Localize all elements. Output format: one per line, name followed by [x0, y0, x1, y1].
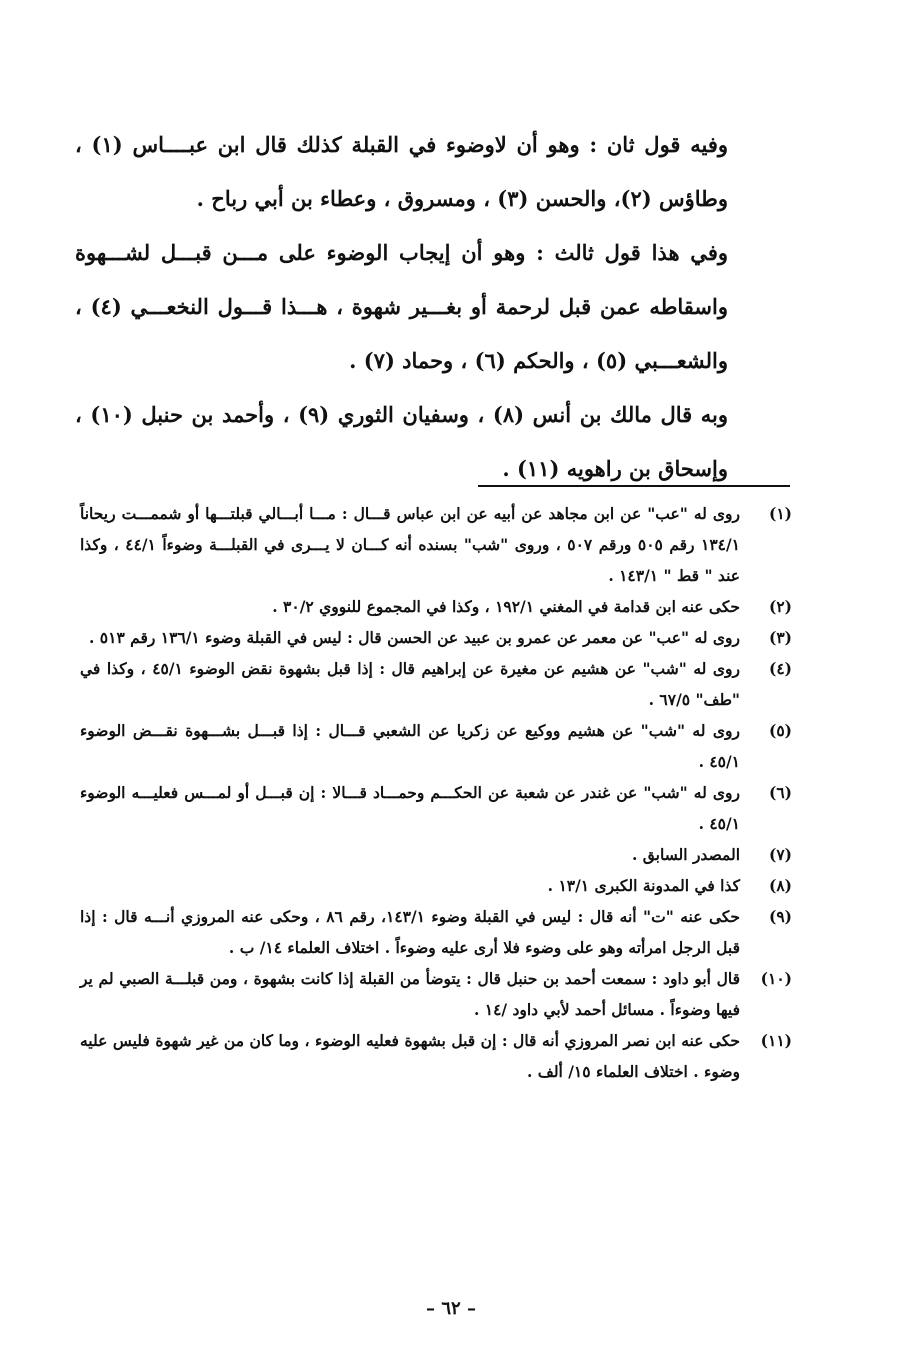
footnote: [80, 715, 792, 777]
footnote: [80, 591, 792, 622]
footnote-text: روى له "شب" عن هشيم عن مغيرة عن إبراهيم قال : إذا قبل بشهوة نقض الوضوء ٤٥/١ ، وكذا في "طف" ٦٧/٥ .: [80, 659, 740, 709]
footnote: [80, 870, 792, 901]
footnote-text: روى له "عب" عن ابن مجاهد عن أبيه عن ابن عباس قـــال : مـــا أبـــالي قبلتـــها أو شممـــت ريحاناً ١٣٤/١ رقم ٥٠٥ ورقم ٥٠٧ ، وروى "شب" بسنده أنه كـــان لا يـــرى في القبلـــة وضوءاً ٤٤/١ ، وكذا عند " قط " ١٤٣/١ .: [80, 504, 740, 585]
footnote-number: (٤): [768, 659, 792, 678]
footnote-text: روى له "شب" عن هشيم ووكيع عن زكريا عن الشعبي قـــال : إذا قبـــل بشـــهوة نقـــض الوضوء ٤٥/١ .: [80, 721, 740, 771]
footnote-number: (٨): [768, 876, 792, 895]
footnote: [80, 622, 792, 653]
page-number: – ٦٢ –: [426, 1298, 476, 1319]
footnote-text: قال أبو داود : سمعت أحمد بن حنبل قال : يتوضأ من القبلة إذا كانت بشهوة ، ومن قبلـــة الصبي لم ير فيها وضوءاً . مسائل أحمد لأبي داود /١٤ .: [80, 969, 740, 1019]
footnote: [80, 901, 792, 963]
footnote-number: (٥): [768, 721, 792, 740]
footnote: [80, 1025, 792, 1087]
footnote-text: حكى عنه ابن قدامة في المغني ١٩٢/١ ، وكذا في المجموع للنووي ٣٠/٢ .: [272, 597, 740, 616]
footnote: [80, 777, 792, 839]
footnote-separator: [478, 485, 790, 487]
footnote-number: (٧): [768, 845, 792, 864]
footnote-number: (١١): [760, 1031, 792, 1050]
footnote-text: كذا في المدونة الكبرى ١٣/١ .: [547, 876, 740, 895]
paragraph: وفيه قول ثان : وهو أن لاوضوء في القبلة كذلك قال ابن عبــــاس (١) ، وطاؤس (٢)، والحسن (٣) ، ومسروق ، وعطاء بن أبي رباح .: [75, 132, 729, 211]
footnotes: [80, 498, 792, 1087]
footnote-number: (٢): [768, 597, 792, 616]
main-text: [75, 118, 728, 496]
paragraph: وبه قال مالك بن أنس (٨) ، وسفيان الثوري (٩) ، وأحمد بن حنبل (١٠) ، وإسحاق بن راهويه (١١) .: [75, 402, 728, 481]
footnote-number: (١٠): [760, 969, 792, 988]
footnote-text: حكى عنه "ت" أنه قال : ليس في القبلة وضوء ١٤٣/١، رقم ٨٦ ، وحكى عنه المروزي أنـــه قال : إذا قبل الرجل امرأته وهو على وضوء فلا أرى عليه وضوءاً . اختلاف العلماء ١٤/ ب .: [80, 907, 740, 957]
footnote: [80, 963, 792, 1025]
footnote-text: روى له "شب" عن غندر عن شعبة عن الحكـــم وحمـــاد قـــالا : إن قبـــل أو لمـــس فعليـــه الوضوء ٤٥/١ .: [80, 783, 740, 833]
footnote-number: (٩): [768, 907, 792, 926]
footnote: [80, 839, 792, 870]
footnote: [80, 653, 792, 715]
footnote-number: (٣): [768, 628, 792, 647]
footnote: [80, 498, 792, 591]
footnote-number: (٦): [768, 783, 792, 802]
paragraph: وفي هذا قول ثالث : وهو أن إيجاب الوضوء على مـــن قبـــل لشـــهوة واسقاطه عمن قبل لرحمة أو بغـــير شهوة ، هـــذا قـــول النخعـــي (٤) ، والشعـــبي (٥) ، والحكم (٦) ، وحماد (٧) .: [75, 240, 728, 373]
footnote-number: (١): [768, 504, 792, 523]
footnote-text: المصدر السابق .: [631, 845, 740, 864]
footnote-text: حكى عنه ابن نصر المروزي أنه قال : إن قبل بشهوة فعليه الوضوء ، وما كان من غير شهوة فليس عليه وضوء . اختلاف العلماء ١٥/ ألف .: [80, 1031, 740, 1081]
footnote-text: روى له "عب" عن معمر عن عمرو بن عبيد عن الحسن قال : ليس في القبلة وضوء ١٣٦/١ رقم ٥١٣ .: [89, 628, 740, 647]
